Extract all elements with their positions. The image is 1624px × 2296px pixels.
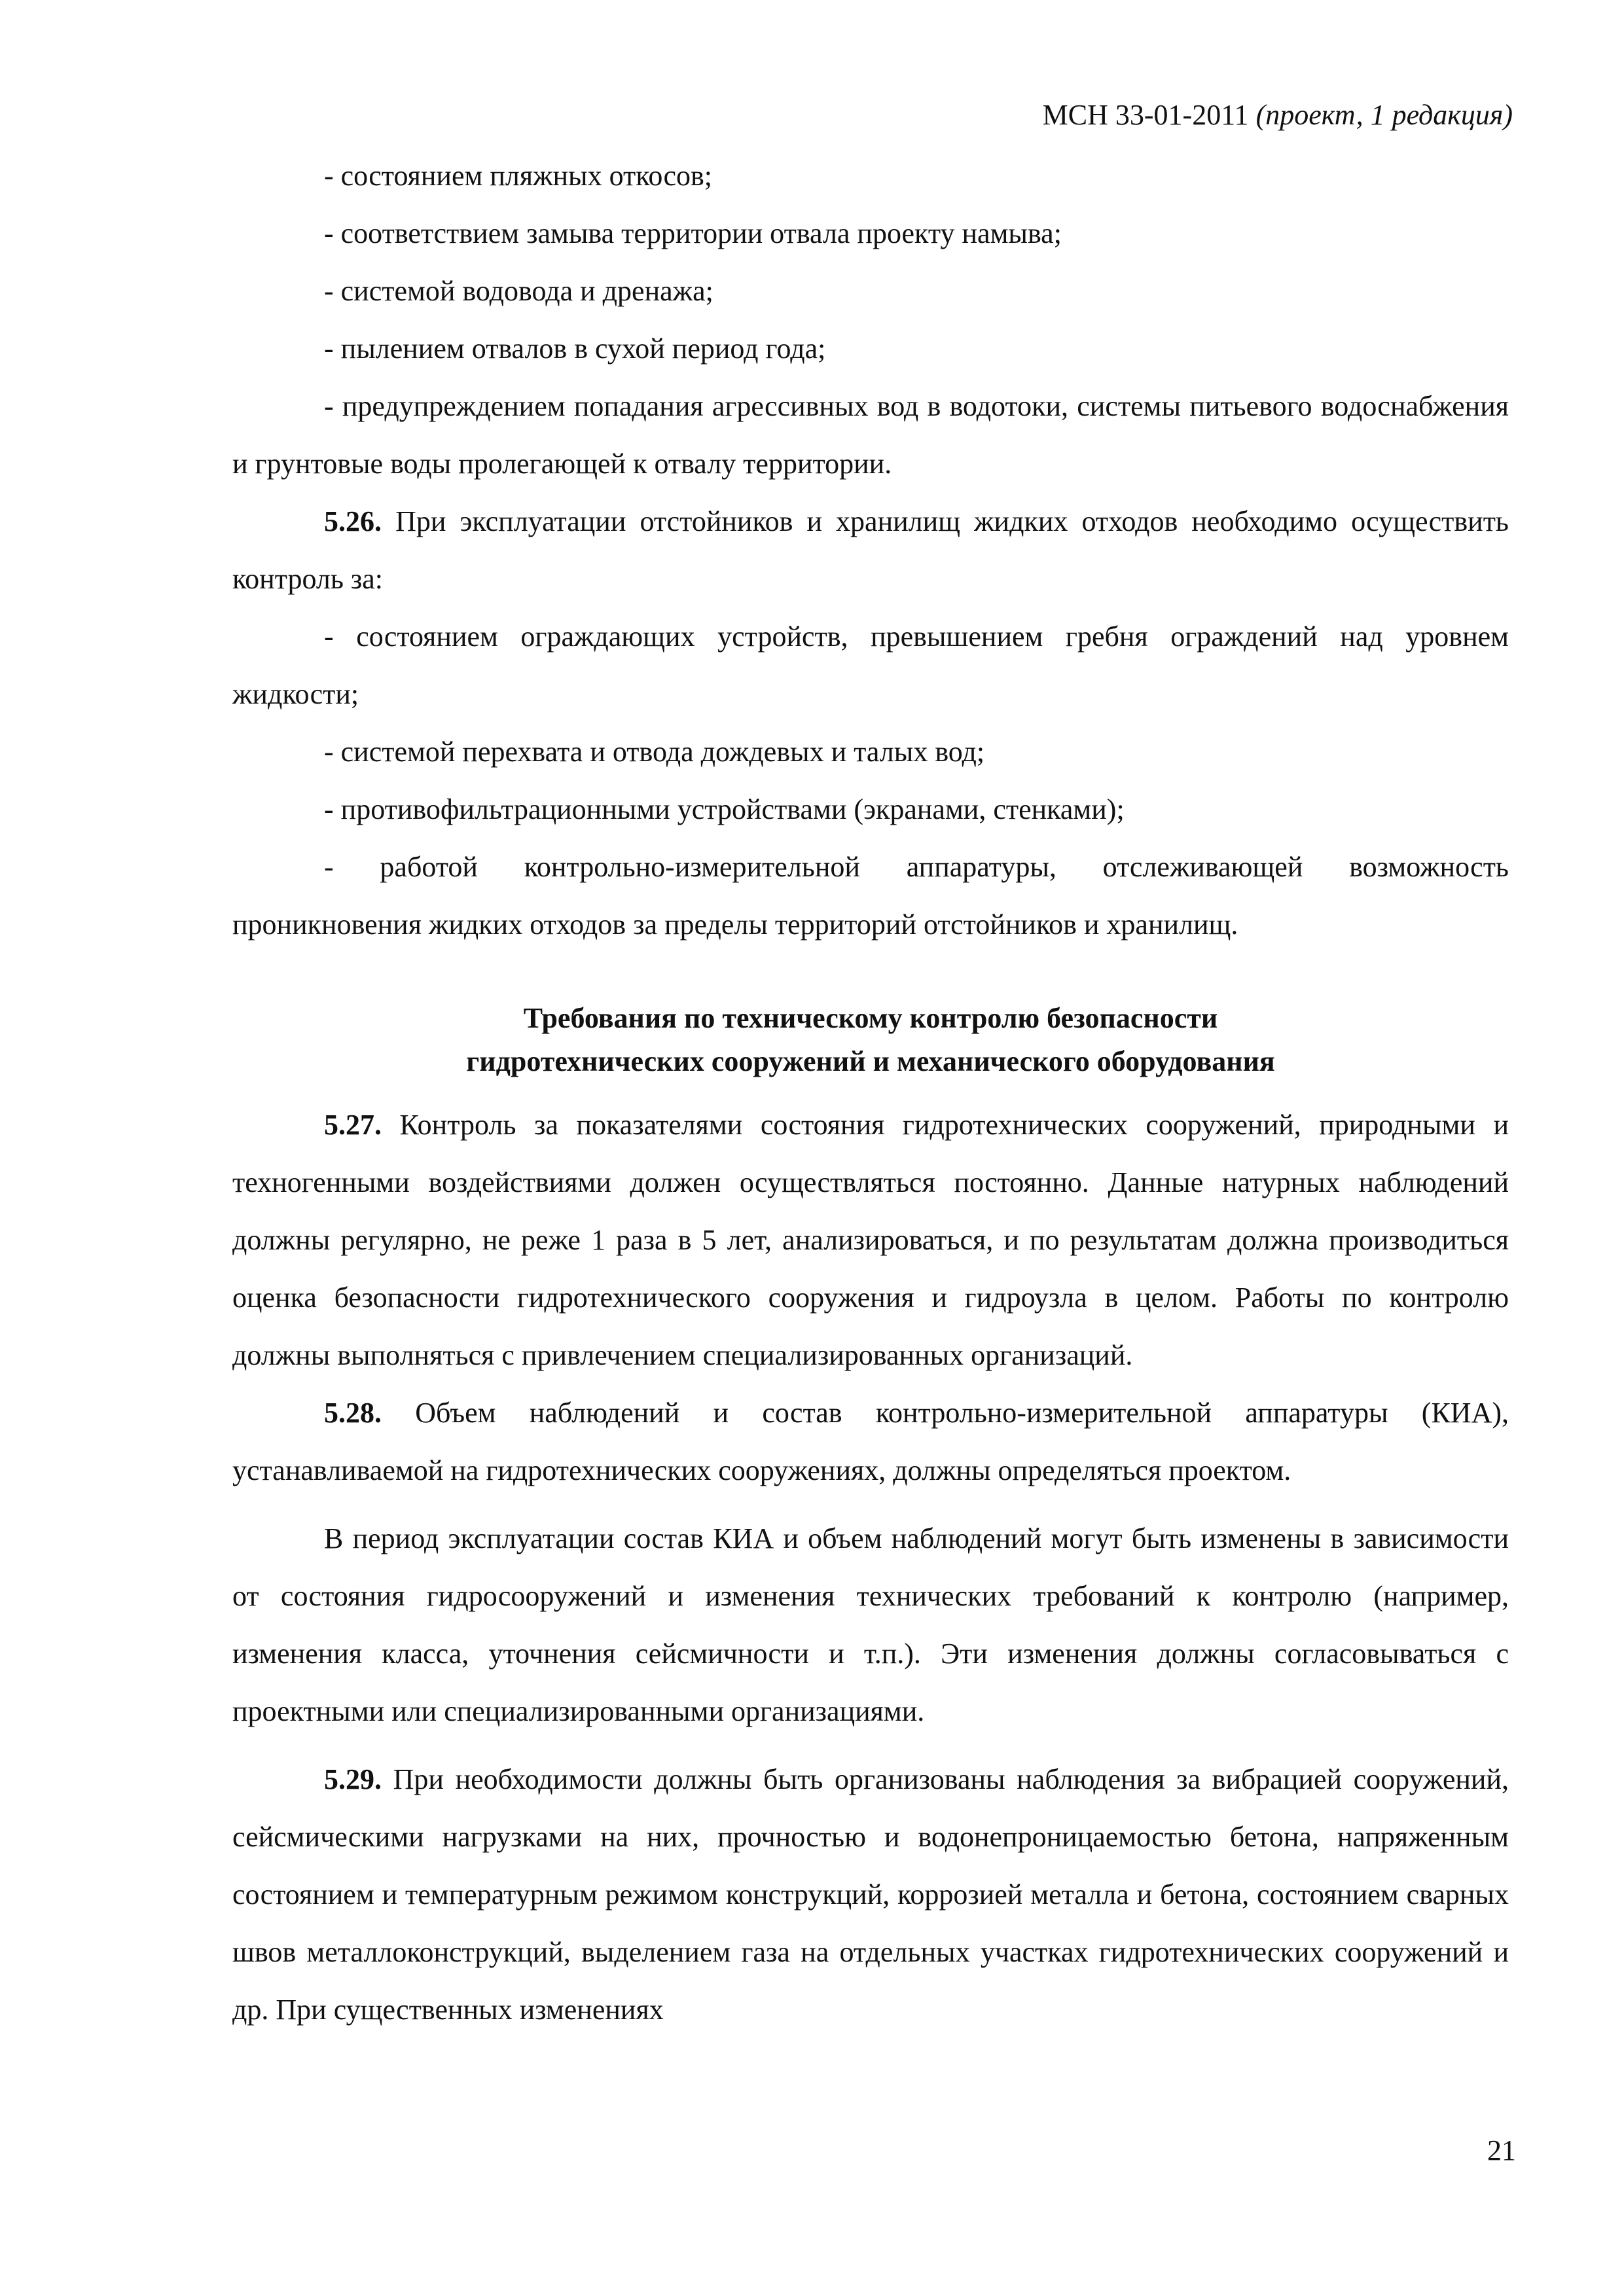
list-item: - пылением отвалов в сухой период года; [324, 332, 826, 365]
clause-5-26 [232, 493, 1509, 608]
section-heading [232, 997, 1509, 1083]
document-edition: (проект, 1 редакция) [1255, 99, 1513, 131]
clause-number: 5.29. [324, 1763, 382, 1795]
clause-number: 5.28. [324, 1397, 382, 1429]
clause-5-28 [232, 1384, 1509, 1499]
document-code: МСН 33-01-2011 [1042, 99, 1249, 131]
page-number: 21 [1487, 2134, 1516, 2166]
section-heading-line: гидротехнических сооружений и механического оборудования [466, 1045, 1275, 1077]
paragraph: В период эксплуатации состав КИА и объем наблюдений могут быть изменены в зависимости от состояния гидросооружений и изменения технических требований к контролю (например, изменения класса, уточнения сейсмичности и т.п.). Эти изменения должны согласовываться с проектными или специализированными организациями. [232, 1522, 1509, 1727]
list-item: - работой контрольно-измерительной аппаратуры, отслеживающей возможность проникновения жидких отходов за пределы территорий отстойников и хранилищ. [232, 851, 1509, 941]
clause-text: При необходимости должны быть организованы наблюдения за вибрацией сооружений, сейсмическими нагрузками на них, прочностью и водонепроницаемостью бетона, напряженным состоянием и температурным режимом конструкций, коррозией металла и бетона, состоянием сварных швов металлоконструкций, выделением газа на отдельных участках гидротехнических сооружений и др. При существенных изменениях [232, 1763, 1509, 2026]
clause-text: Контроль за показателями состояния гидротехнических сооружений, природными и техногенными воздействиями должен осуществляться постоянно. Данные натурных наблюдений должны регулярно, не реже 1 раза в 5 лет, анализироваться, и по результатам должна производиться оценка безопасности гидротехнического сооружения и гидроузла в целом. Работы по контролю должны выполняться с привлечением специализированных организаций. [232, 1109, 1509, 1371]
page-header [1043, 96, 1513, 135]
clause-text: При эксплуатации отстойников и хранилищ жидких отходов необходимо осуществить контроль за: [232, 505, 1509, 595]
list-item: - состоянием ограждающих устройств, превышением гребня ограждений над уровнем жидкости; [232, 620, 1509, 710]
clause-number: 5.27. [324, 1109, 382, 1141]
list-item: - противофильтрационными устройствами (экранами, стенками); [324, 793, 1125, 825]
clause-text: Объем наблюдений и состав контрольно-измерительной аппаратуры (КИА), устанавливаемой на гидротехнических сооружениях, должны определяться проектом. [232, 1397, 1509, 1486]
clause-5-29 [232, 1751, 1509, 2039]
list-item: - соответствием замыва территории отвала проекту намыва; [324, 217, 1062, 249]
clause-5-27 [232, 1096, 1509, 1384]
list-item: - системой водовода и дренажа; [324, 275, 713, 307]
clause-number: 5.26. [324, 505, 382, 537]
section-heading-line: Требования по техническому контролю безопасности [523, 1002, 1218, 1034]
list-item: - системой перехвата и отвода дождевых и талых вод; [324, 736, 985, 768]
list-item: - состоянием пляжных откосов; [324, 160, 712, 192]
list-item: - предупреждением попадания агрессивных вод в водотоки, системы питьевого водоснабжения и грунтовые воды пролегающей к отвалу территории. [232, 390, 1509, 480]
page-content [232, 147, 1509, 2039]
